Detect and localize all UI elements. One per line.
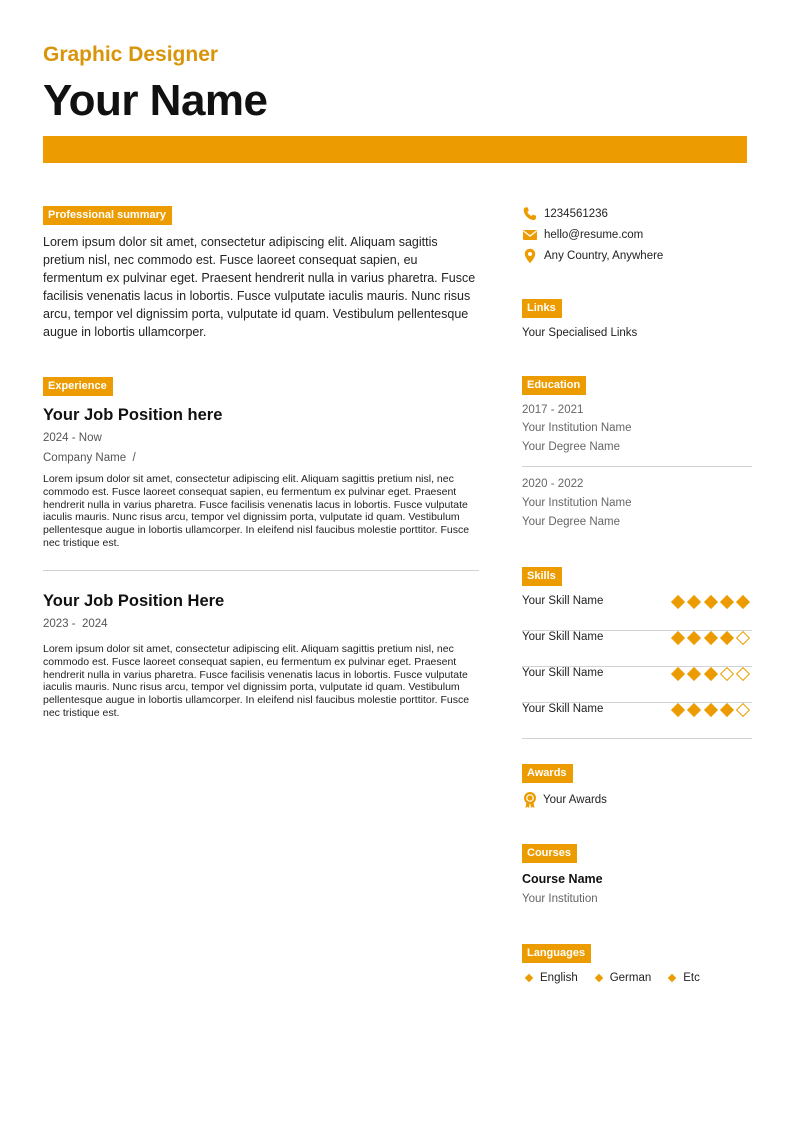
section-label-education: Education xyxy=(522,376,586,395)
job-description: Lorem ipsum dolor sit amet, consectetur adipiscing elit. Aliquam sagittis pretium nisl, nec commodo est. Fusce laoreet consequat sapien, eu fermentum ex pulvinar eget. Praesent hendrerit nulla in varius pharetra. Fusce facilisis venenatis lacus in lobortis. Fusce vulputate iaculis mauris. Nunc risus arcu, tempor vel dignissim porta, vulputate id quam. Vestibulum pellentesque augue in lobortis ullamcorper. In eleifend nisl faucibus molestie porttitor. Fusce nec tristique est. xyxy=(43,643,470,719)
job-company: Company Name / xyxy=(43,452,136,464)
rating-diamond-filled-icon xyxy=(704,631,718,645)
section-label-experience: Experience xyxy=(43,377,113,396)
language-name: German xyxy=(609,972,652,984)
skill-rating xyxy=(667,631,748,643)
job-entry xyxy=(43,406,480,550)
language-item xyxy=(596,972,652,984)
skill-rating xyxy=(667,595,748,607)
skill-name: Your Skill Name xyxy=(522,631,604,643)
rating-diamond-empty-icon xyxy=(736,631,750,645)
summary-text: Lorem ipsum dolor sit amet, consectetur adipiscing elit. Aliquam sagittis pretium nisl, nec commodo est. Fusce laoreet consequat sapien, eu fermentum ex pulvinar eget. Praesent hendrerit nulla in varius pharetra. Fusce facilisis venenatis lacus in lobortis. Fusce vulputate iaculis mauris. Nunc risus arcu, tempor vel dignissim porta, vulputate id quam. Vestibulum pellentesque augue in lobortis ullamcorper. xyxy=(43,235,476,339)
course-institution: Your Institution xyxy=(522,893,598,905)
skill-rating xyxy=(667,667,748,679)
rating-diamond-filled-icon xyxy=(687,703,701,717)
language-name: Etc xyxy=(683,972,700,984)
language-item xyxy=(526,972,578,984)
diamond-bullet-icon xyxy=(525,974,533,982)
job-title: Your Job Position here xyxy=(43,406,223,424)
candidate-name: Your Name xyxy=(43,76,268,125)
divider xyxy=(43,570,479,571)
job-description: Lorem ipsum dolor sit amet, consectetur adipiscing elit. Aliquam sagittis pretium nisl, nec commodo est. Fusce laoreet consequat sapien, eu fermentum ex pulvinar eget. Praesent hendrerit nulla in varius pharetra. Fusce facilisis venenatis lacus in lobortis. Fusce vulputate iaculis mauris. Nunc risus arcu, tempor vel dignissim porta, vulputate id quam. Vestibulum pellentesque augue in lobortis ullamcorper. In eleifend nisl faucibus molestie porttitor. Fusce nec tristique est. xyxy=(43,473,470,549)
section-label-summary: Professional summary xyxy=(43,206,172,225)
skill-row xyxy=(522,595,752,631)
language-name: English xyxy=(540,972,578,984)
rating-diamond-empty-icon xyxy=(736,703,750,717)
education-institution: Your Institution Name xyxy=(522,497,632,509)
rating-diamond-filled-icon xyxy=(704,667,718,681)
divider xyxy=(522,466,752,467)
phone-icon xyxy=(522,206,538,222)
section-label-languages: Languages xyxy=(522,944,591,963)
section-label-links: Links xyxy=(522,299,562,318)
rating-diamond-filled-icon xyxy=(704,595,718,609)
rating-diamond-empty-icon xyxy=(720,667,734,681)
award-icon xyxy=(522,791,538,809)
job-role: Graphic Designer xyxy=(43,43,219,66)
rating-diamond-empty-icon xyxy=(736,667,750,681)
course-name: Course Name xyxy=(522,872,603,886)
education-degree: Your Degree Name xyxy=(522,516,621,528)
diamond-bullet-icon xyxy=(594,974,602,982)
section-label-awards: Awards xyxy=(522,764,573,783)
job-title: Your Job Position Here xyxy=(43,592,225,610)
job-dates: 2023 - 2024 xyxy=(43,618,108,630)
education-dates: 2017 - 2021 xyxy=(522,404,584,416)
language-item xyxy=(669,972,700,984)
rating-diamond-filled-icon xyxy=(687,631,701,645)
job-dates: 2024 - Now xyxy=(43,432,102,444)
header-accent-bar xyxy=(43,136,747,163)
email-text: hello@resume.com xyxy=(544,229,644,241)
section-label-skills: Skills xyxy=(522,567,562,586)
education-institution: Your Institution Name xyxy=(522,422,632,434)
envelope-icon xyxy=(522,227,538,243)
award-item xyxy=(522,791,607,809)
education-degree: Your Degree Name xyxy=(522,441,621,453)
contact-phone xyxy=(522,206,608,222)
rating-diamond-filled-icon xyxy=(671,595,685,609)
job-entry xyxy=(43,592,480,720)
section-label-courses: Courses xyxy=(522,844,577,863)
location-text: Any Country, Anywhere xyxy=(544,250,664,262)
link-item[interactable]: Your Specialised Links xyxy=(522,327,638,339)
rating-diamond-filled-icon xyxy=(720,595,734,609)
rating-diamond-filled-icon xyxy=(671,703,685,717)
contact-location xyxy=(522,248,663,264)
skill-name: Your Skill Name xyxy=(522,667,604,679)
rating-diamond-filled-icon xyxy=(687,667,701,681)
skill-name: Your Skill Name xyxy=(522,595,604,607)
rating-diamond-filled-icon xyxy=(671,631,685,645)
map-pin-icon xyxy=(522,248,538,264)
award-text: Your Awards xyxy=(543,794,607,806)
contact-email xyxy=(522,227,643,243)
skill-row xyxy=(522,703,752,739)
diamond-bullet-icon xyxy=(668,974,676,982)
rating-diamond-filled-icon xyxy=(687,595,701,609)
phone-text: 1234561236 xyxy=(544,208,608,220)
rating-diamond-filled-icon xyxy=(720,703,734,717)
skill-row xyxy=(522,631,752,667)
rating-diamond-filled-icon xyxy=(704,703,718,717)
skill-row xyxy=(522,667,752,703)
languages-list xyxy=(526,972,718,984)
rating-diamond-filled-icon xyxy=(671,667,685,681)
rating-diamond-filled-icon xyxy=(736,595,750,609)
skill-name: Your Skill Name xyxy=(522,703,604,715)
rating-diamond-filled-icon xyxy=(720,631,734,645)
education-dates: 2020 - 2022 xyxy=(522,478,584,490)
skill-rating xyxy=(667,703,748,715)
